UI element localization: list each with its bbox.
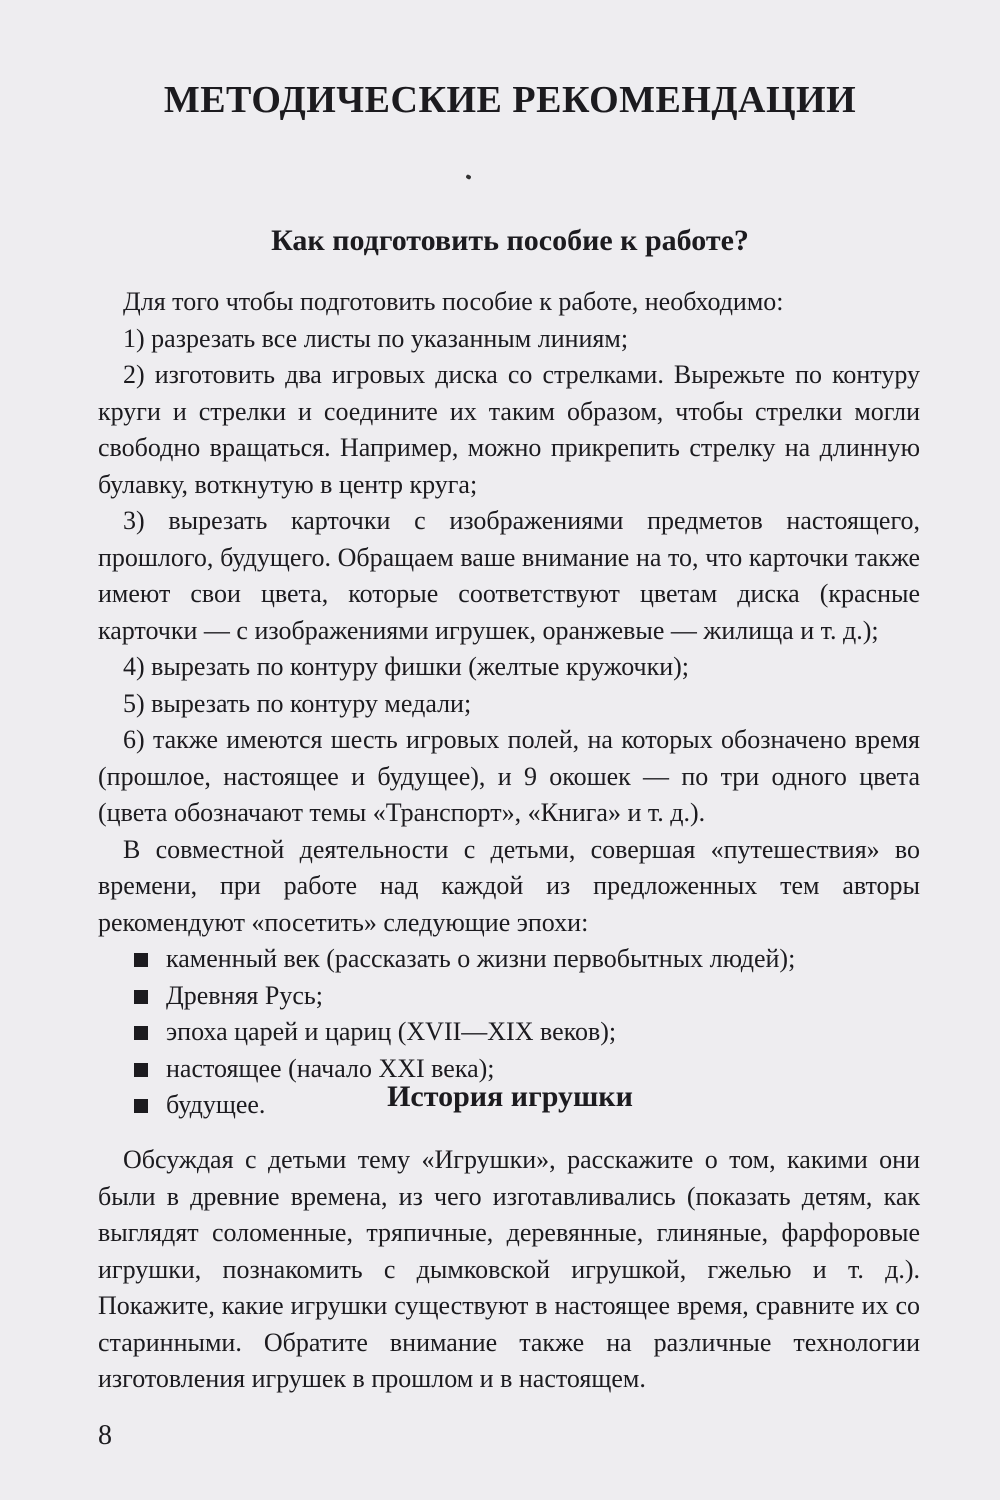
- step-item: 6) также имеются шесть игровых полей, на которых обозначено время (прошлое, настоящее и будущее), и 9 окошек — по три одного цвета (цвета обозначают темы «Транспорт», «Книга» и т. д.).: [98, 725, 920, 827]
- toy-history-paragraph: Обсуждая с детьми тему «Игрушки», расскажите о том, какими они были в древние времена, из чего изготавливались (показать детям, как выглядят соломенные, тряпичные, деревянные, глиняные, фарфоровые игрушки, познакомить с дымковской игрушкой, гжелью и т. д.). Покажите, какие игрушки существуют в настоящее время, сравните их со старинными. Обратите внимание также на различные технологии изготовления игрушек в прошлом и в настоящем.: [98, 1145, 920, 1393]
- epoch-item: Древняя Русь;: [134, 978, 920, 1015]
- epoch-item: каменный век (рассказать о жизни первобытных людей);: [134, 941, 920, 978]
- step-item: 4) вырезать по контуру фишки (желтые кружочки);: [123, 652, 690, 681]
- epoch-item: будущее.: [134, 1087, 920, 1124]
- step-item: 1) разрезать все листы по указанным линиям;: [123, 323, 629, 353]
- epoch-item: эпоха царей и цариц (XVII—XIX веков);: [134, 1014, 920, 1051]
- preparation-intro: Для того чтобы подготовить пособие к работе, необходимо:: [123, 287, 784, 316]
- step-item: 2) изготовить два игровых диска со стрелками. Вырежьте по контуру круги и стрелки и соедините их таким образом, чтобы стрелки могли свободно вращаться. Например, можно прикрепить стрелку на длинную булавку, воткнутую в центр круга;: [98, 360, 920, 499]
- step-item: 3) вырезать карточки с изображениями предметов настоящего, прошлого, будущего. Обращаем ваше внимание на то, что карточки также имеют свои цвета, которые соответствуют цветам диска (красные карточки — с изображениями игрушек, оранжевые — жилища и т. д.);: [98, 506, 920, 645]
- epochs-intro: В совместной деятельности с детьми, совершая «путешествия» во времени, при работе над каждой из предложенных тем авторы рекомендуют «посетить» следующие эпохи:: [98, 834, 920, 937]
- toy-history-text: [98, 1142, 920, 1398]
- print-speck: [465, 174, 471, 180]
- preparation-text: [98, 284, 920, 1124]
- page-title: МЕТОДИЧЕСКИЕ РЕКОМЕНДАЦИИ: [163, 79, 857, 121]
- epoch-item: настоящее (начало XXI века);: [134, 1051, 920, 1088]
- section-heading-preparation: Как подготовить пособие к работе?: [271, 224, 749, 257]
- page-number: 8: [98, 1420, 112, 1451]
- step-item: 5) вырезать по контуру медали;: [123, 688, 472, 718]
- section-heading-toy-history: История игрушки: [387, 1080, 633, 1113]
